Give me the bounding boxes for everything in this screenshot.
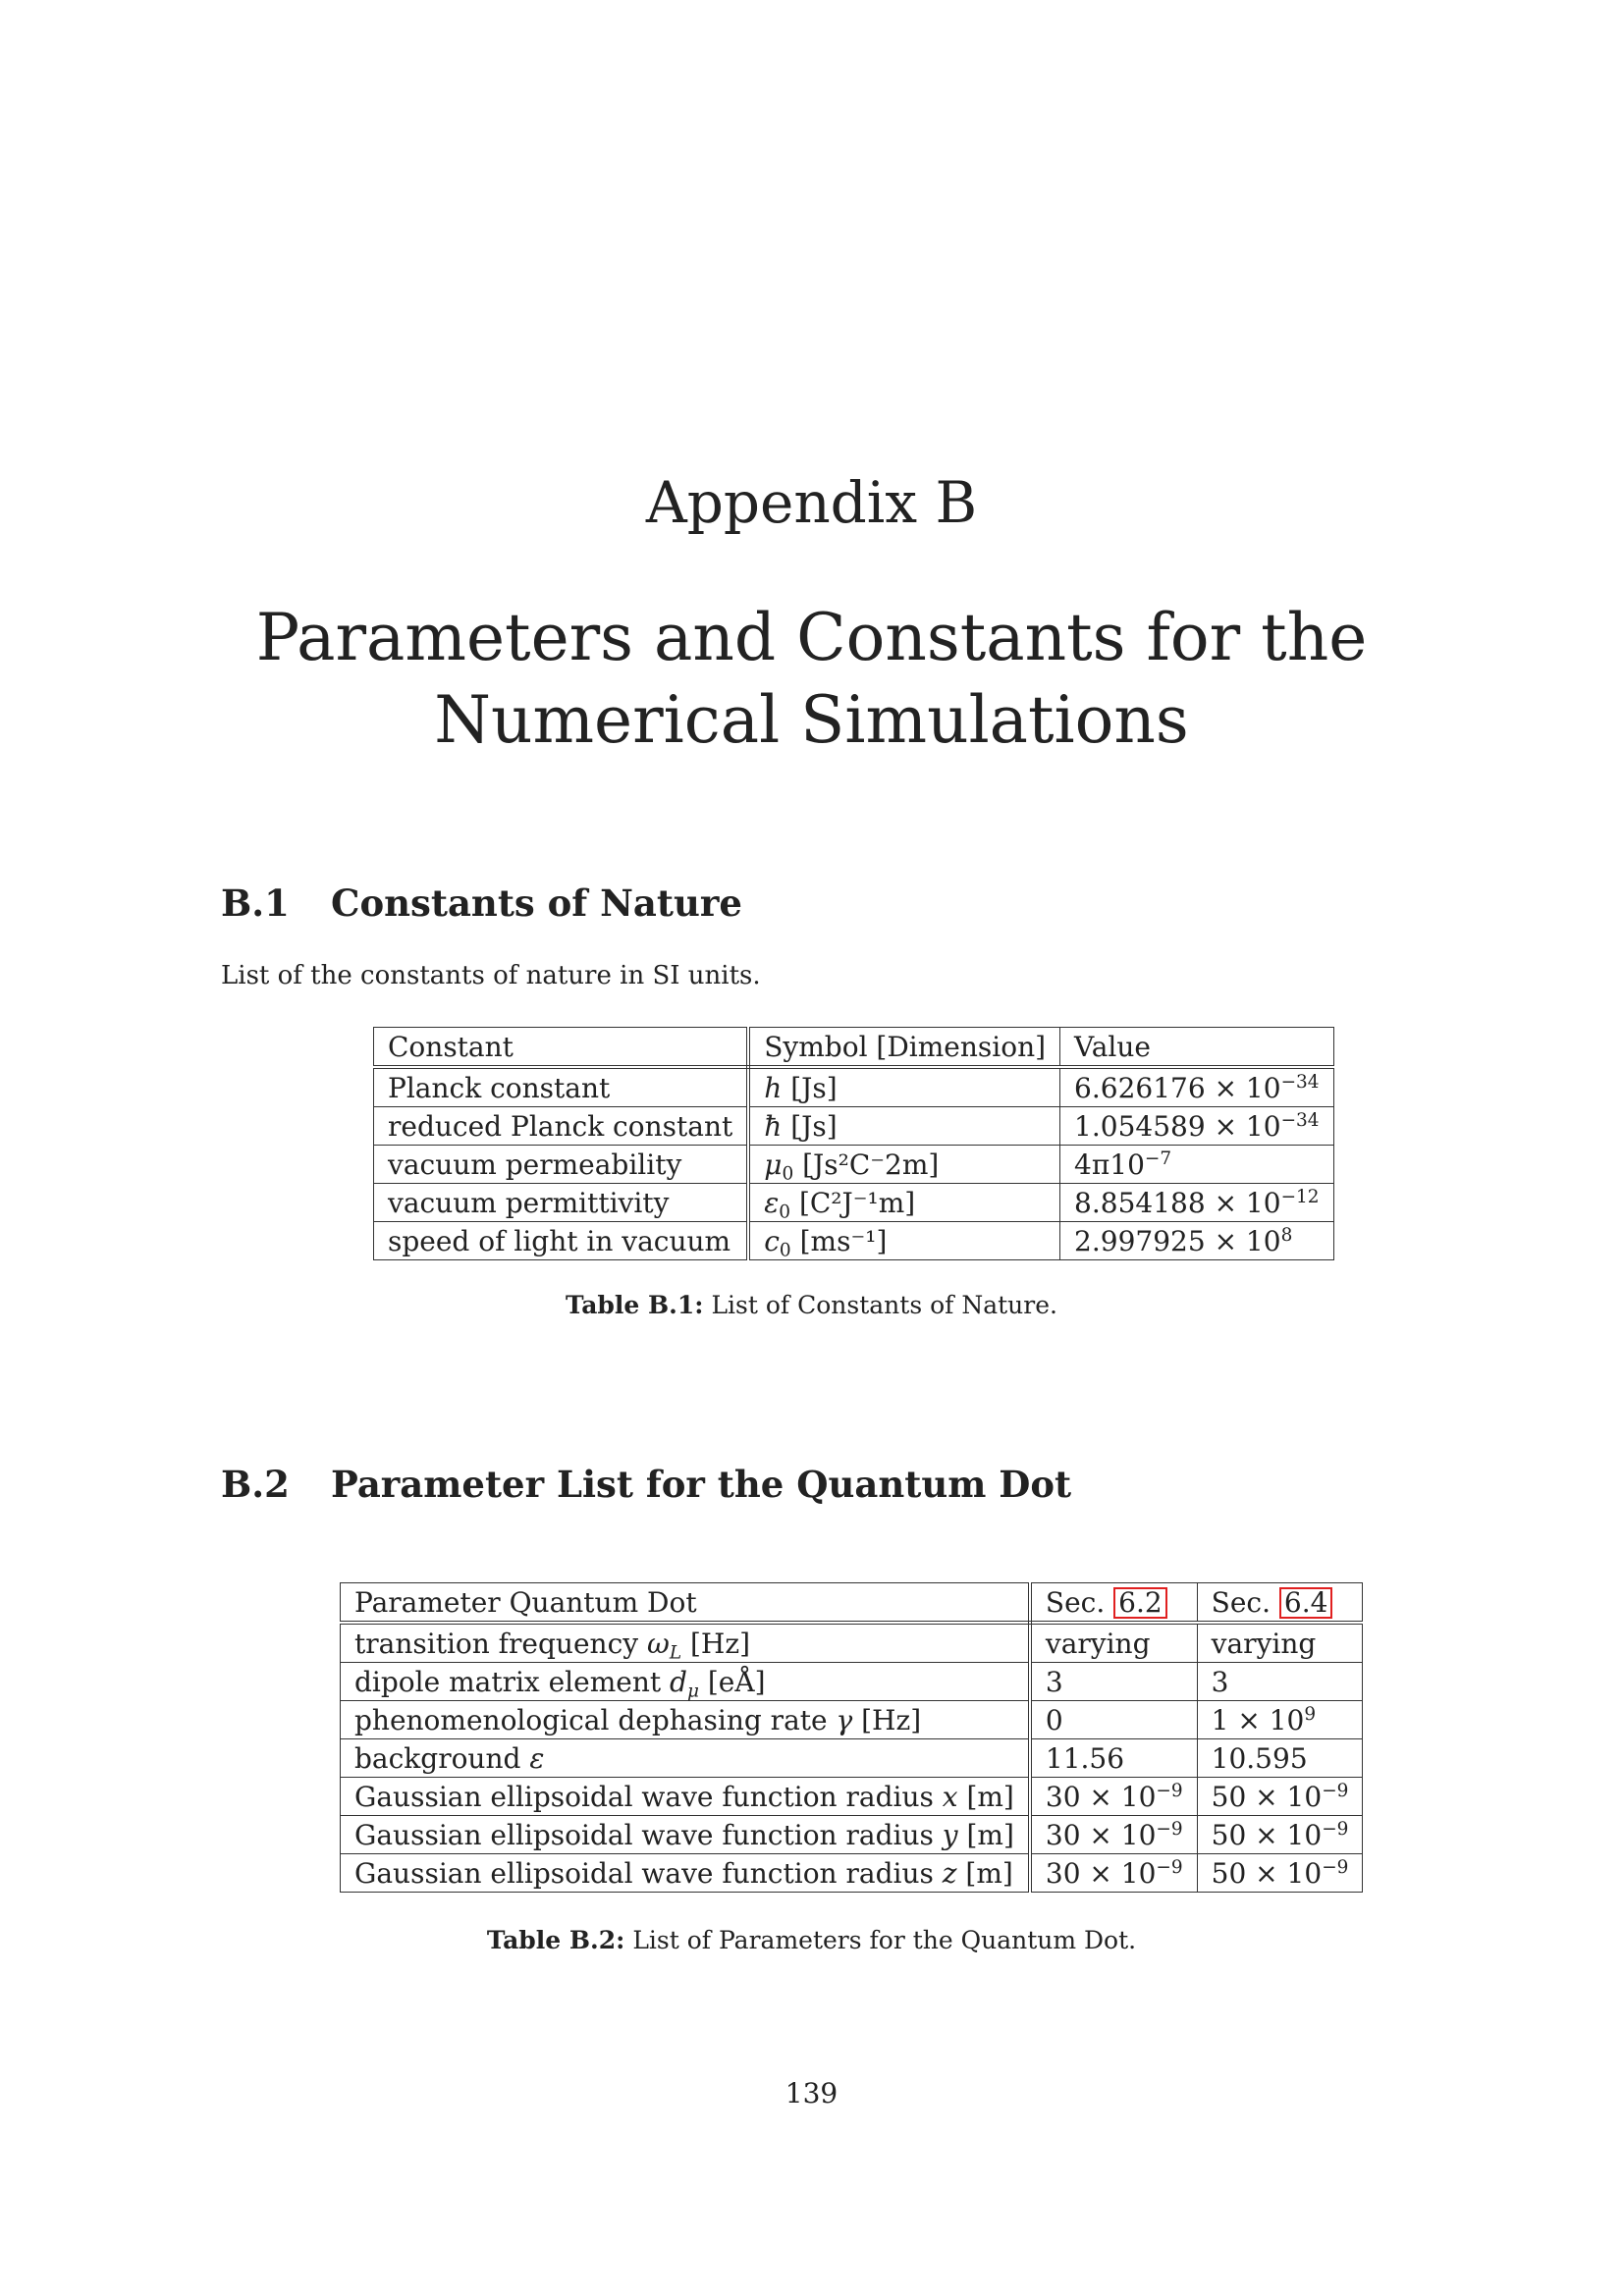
dimension: [Js]: [790, 1110, 838, 1143]
table-row: [341, 1778, 1363, 1816]
value-base: 50 × 10: [1211, 1781, 1323, 1813]
mantissa: 2.997925: [1074, 1225, 1206, 1257]
table-row: [374, 1067, 1334, 1107]
cell-constant: reduced Planck constant: [374, 1107, 749, 1146]
param-symbol: x: [942, 1781, 958, 1813]
chapter-title: [0, 597, 1623, 762]
param-unit: [m]: [956, 1857, 1013, 1890]
exponent: −7: [1144, 1148, 1172, 1169]
value-exponent: −9: [1322, 1818, 1349, 1840]
cell-sec-6-4: 10.595: [1197, 1739, 1363, 1778]
caption-text: List of Parameters for the Quantum Dot.: [632, 1926, 1137, 1954]
section-number: B.1: [221, 881, 290, 925]
cell-value: [1060, 1184, 1334, 1222]
times-ten: × 10: [1214, 1072, 1281, 1104]
param-unit: [Hz]: [852, 1704, 922, 1736]
section-heading-b1: [221, 881, 742, 925]
cell-sec-6-2: [1030, 1816, 1197, 1854]
column-header-value: Value: [1060, 1028, 1334, 1068]
cell-parameter: [341, 1663, 1030, 1701]
cell-value: [1060, 1107, 1334, 1146]
cell-symbol: [748, 1067, 1059, 1107]
exponent: −12: [1280, 1186, 1320, 1207]
symbol: h: [764, 1072, 783, 1104]
cell-symbol: [748, 1107, 1059, 1146]
cell-constant: Planck constant: [374, 1067, 749, 1107]
value-base: 30 × 10: [1045, 1781, 1157, 1813]
caption-label: Table B.2:: [486, 1926, 625, 1954]
value-exponent: −9: [1156, 1780, 1183, 1801]
mantissa: 1.054589: [1074, 1110, 1206, 1143]
caption-label: Table B.1:: [566, 1291, 704, 1319]
chapter-title-line-1: Parameters and Constants for the: [255, 600, 1368, 675]
symbol-subscript: 0: [779, 1201, 791, 1223]
section-ref-link-6-2[interactable]: 6.2: [1113, 1587, 1167, 1619]
param-text: transition frequency: [354, 1628, 647, 1660]
cell-sec-6-4: [1197, 1701, 1363, 1739]
cell-constant: speed of light in vacuum: [374, 1222, 749, 1260]
appendix-label: Appendix B: [645, 469, 978, 536]
cell-symbol: [748, 1222, 1059, 1260]
symbol: c: [764, 1225, 780, 1257]
cell-sec-6-2: 0: [1030, 1701, 1197, 1739]
table-header-row: [341, 1583, 1363, 1624]
caption-text: List of Constants of Nature.: [711, 1291, 1057, 1319]
table-row: [374, 1222, 1334, 1260]
param-unit: [eÅ]: [698, 1666, 766, 1698]
value-exponent: −9: [1156, 1856, 1183, 1878]
times-ten: × 10: [1214, 1110, 1281, 1143]
cell-sec-6-2: [1030, 1854, 1197, 1893]
cell-parameter: [341, 1816, 1030, 1854]
exponent: −34: [1280, 1109, 1320, 1131]
cell-value: [1060, 1146, 1334, 1184]
value-exponent: −9: [1156, 1818, 1183, 1840]
cell-sec-6-4: varying: [1197, 1623, 1363, 1663]
chapter-title-line-2: Numerical Simulations: [434, 682, 1189, 758]
value-base: 50 × 10: [1211, 1857, 1323, 1890]
cell-parameter: [341, 1739, 1030, 1778]
symbol: ħ: [764, 1110, 783, 1143]
symbol: ε: [764, 1187, 780, 1219]
value-exponent: 9: [1304, 1703, 1317, 1725]
param-text: phenomenological dephasing rate: [354, 1704, 837, 1736]
cell-sec-6-4: [1197, 1816, 1363, 1854]
value-base: 30 × 10: [1045, 1819, 1157, 1851]
param-symbol: ω: [646, 1628, 670, 1660]
cell-sec-6-2: 3: [1030, 1663, 1197, 1701]
mantissa: 8.854188: [1074, 1187, 1206, 1219]
cell-sec-6-4: [1197, 1854, 1363, 1893]
cell-value: [1060, 1222, 1334, 1260]
quantum-dot-parameters-table: [340, 1582, 1363, 1893]
section-title: Constants of Nature: [331, 881, 742, 925]
param-unit: [m]: [957, 1781, 1014, 1813]
page-number: 139: [784, 2077, 839, 2109]
section-title: Parameter List for the Quantum Dot: [331, 1463, 1072, 1506]
table-row: [341, 1854, 1363, 1893]
param-symbol: d: [670, 1666, 687, 1698]
section-heading-b2: [221, 1463, 1071, 1506]
section-number: B.2: [221, 1463, 290, 1506]
symbol-subscript: 0: [779, 1240, 791, 1261]
value-exponent: −9: [1322, 1856, 1349, 1878]
table-row: [341, 1739, 1363, 1778]
table-row: [374, 1184, 1334, 1222]
times-ten: × 10: [1214, 1225, 1281, 1257]
param-text: background: [354, 1742, 530, 1775]
param-subscript: μ: [686, 1681, 699, 1702]
table-row: [341, 1701, 1363, 1739]
param-unit: [m]: [957, 1819, 1014, 1851]
column-header-sec-6-2: [1030, 1583, 1197, 1624]
param-text: Gaussian ellipsoidal wave function radius: [354, 1857, 943, 1890]
cell-value: [1060, 1067, 1334, 1107]
param-symbol: γ: [836, 1704, 853, 1736]
value-base: 50 × 10: [1211, 1819, 1323, 1851]
cell-sec-6-4: [1197, 1778, 1363, 1816]
cell-parameter: [341, 1701, 1030, 1739]
value-base: 1 × 10: [1211, 1704, 1305, 1736]
param-unit: [Hz]: [681, 1628, 750, 1660]
table-row: [374, 1107, 1334, 1146]
table-header-row: [374, 1028, 1334, 1068]
dimension: [C²J⁻¹m]: [798, 1187, 916, 1219]
table-row: [341, 1623, 1363, 1663]
dimension: [ms⁻¹]: [799, 1225, 888, 1257]
symbol: μ: [764, 1148, 783, 1181]
value-exponent: −9: [1322, 1780, 1349, 1801]
table-caption-b2: [0, 1926, 1623, 1954]
cell-sec-6-4: 3: [1197, 1663, 1363, 1701]
times-ten: × 10: [1214, 1187, 1281, 1219]
table-row: [341, 1663, 1363, 1701]
constants-table: [373, 1027, 1334, 1260]
sec-prefix: Sec.: [1211, 1586, 1271, 1619]
symbol-subscript: 0: [782, 1163, 794, 1185]
cell-parameter: [341, 1854, 1030, 1893]
table-caption-b1: [0, 1291, 1623, 1319]
table-row: [374, 1146, 1334, 1184]
mantissa: 6.626176: [1074, 1072, 1206, 1104]
dimension: [Js]: [790, 1072, 838, 1104]
column-header-symbol: Symbol [Dimension]: [748, 1028, 1059, 1068]
cell-sec-6-2: [1030, 1778, 1197, 1816]
cell-parameter: [341, 1623, 1030, 1663]
exponent: 8: [1280, 1224, 1293, 1246]
section-ref-link-6-4[interactable]: 6.4: [1279, 1587, 1333, 1619]
cell-symbol: [748, 1184, 1059, 1222]
column-header-constant: Constant: [374, 1028, 749, 1068]
mantissa: 4π10: [1074, 1148, 1145, 1181]
cell-parameter: [341, 1778, 1030, 1816]
column-header-sec-6-4: [1197, 1583, 1363, 1624]
param-symbol: z: [942, 1857, 957, 1890]
table-row: [341, 1816, 1363, 1854]
param-text: Gaussian ellipsoidal wave function radius: [354, 1819, 943, 1851]
cell-sec-6-2: varying: [1030, 1623, 1197, 1663]
cell-symbol: [748, 1146, 1059, 1184]
cell-constant: vacuum permeability: [374, 1146, 749, 1184]
param-symbol: ε: [529, 1742, 545, 1775]
param-symbol: y: [942, 1819, 958, 1851]
sec-prefix: Sec.: [1045, 1586, 1106, 1619]
cell-sec-6-2: 11.56: [1030, 1739, 1197, 1778]
dimension: [Js²C⁻2m]: [802, 1148, 940, 1181]
cell-constant: vacuum permittivity: [374, 1184, 749, 1222]
value-base: 30 × 10: [1045, 1857, 1157, 1890]
column-header-parameter: Parameter Quantum Dot: [341, 1583, 1030, 1624]
exponent: −34: [1280, 1071, 1320, 1093]
param-subscript: L: [669, 1642, 682, 1664]
param-text: dipole matrix element: [354, 1666, 671, 1698]
param-text: Gaussian ellipsoidal wave function radius: [354, 1781, 943, 1813]
section-intro-text: List of the constants of nature in SI units.: [221, 961, 761, 990]
